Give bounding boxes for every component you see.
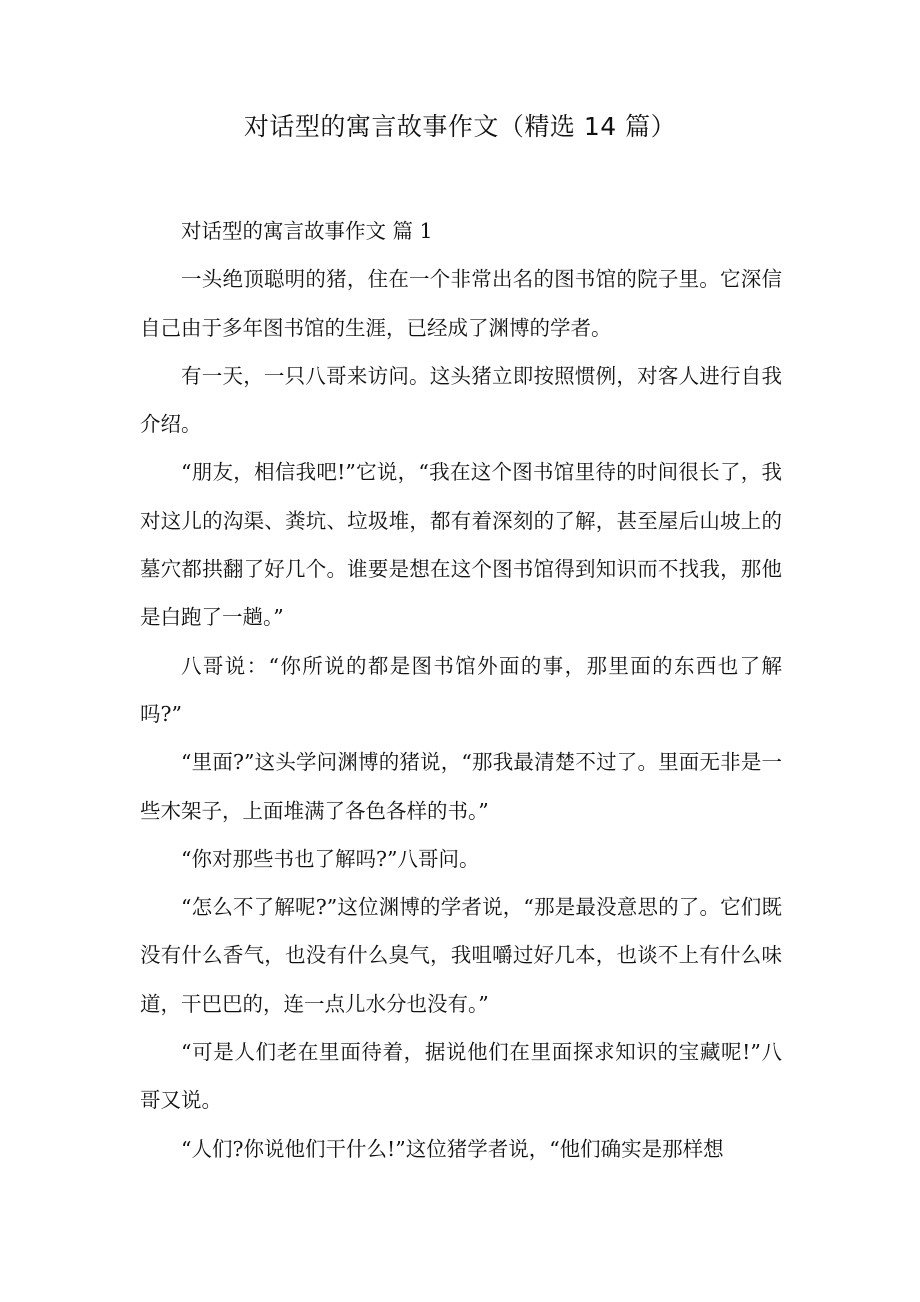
- paragraph-5: “里面?”这头学问渊博的猪说，“那我最清楚不过了。里面无非是一些木架子，上面堆满了各色各样的书。”: [140, 750, 782, 823]
- paragraph-4: 八哥说：“你所说的都是图书馆外面的事，那里面的东西也了解吗?”: [140, 653, 782, 726]
- paragraph-9: “人们?你说他们干什么!”这位猪学者说，“他们确实是那样想: [181, 1136, 724, 1161]
- paragraph-2: 有一天，一只八哥来访问。这头猪立即按照惯例，对客人进行自我介绍。: [140, 363, 782, 437]
- paragraph-7: “怎么不了解呢?”这位渊博的学者说，“那是最没意思的了。它们既没有什么香气，也没有什么臭气，我咀嚼过好几本，也谈不上有什么味道，干巴巴的，连一点儿水分也没有。”: [140, 895, 782, 1016]
- paragraph-8: “可是人们老在里面待着，据说他们在里面探求知识的宝藏呢!”八哥又说。: [140, 1040, 782, 1113]
- document-body: [140, 207, 782, 1173]
- paragraph-3: “朋友，相信我吧!”它说，“我在这个图书馆里待的时间很长了，我对这儿的沟渠、粪坑、垃圾堆，都有着深刻的了解，甚至屋后山坡上的墓穴都拱翻了好几个。谁要是想在这个图书馆得到知识而不找我，那他是白跑了一趟。”: [140, 460, 782, 630]
- document-title: 对话型的寓言故事作文（精选 14 篇）: [243, 112, 677, 141]
- paragraph-1: 一头绝顶聪明的猪，住在一个非常出名的图书馆的院子里。它深信自己由于多年图书馆的生涯，已经成了渊博的学者。: [140, 267, 782, 340]
- section-heading: 对话型的寓言故事作文 篇 1: [181, 219, 433, 243]
- paragraph-6: “你对那些书也了解吗?”八哥问。: [181, 846, 480, 871]
